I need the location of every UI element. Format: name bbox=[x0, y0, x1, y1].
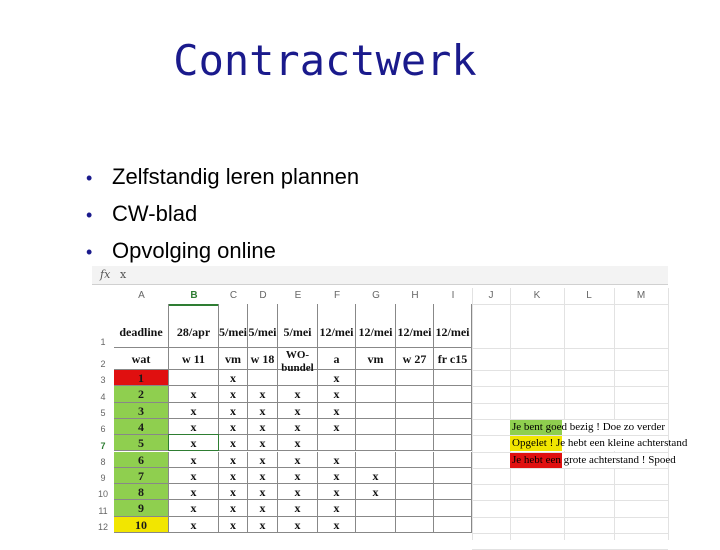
table-cell: x bbox=[318, 386, 356, 402]
row-header: 11 bbox=[98, 505, 108, 516]
column-header[interactable]: D bbox=[259, 290, 267, 301]
table-header-cell: WO-bundel bbox=[278, 348, 318, 370]
table-cell bbox=[318, 435, 356, 451]
table-cell bbox=[356, 452, 396, 468]
table-cell: x bbox=[248, 484, 278, 500]
row-header: 2 bbox=[100, 359, 106, 369]
table-cell bbox=[356, 517, 396, 533]
table-cell: x bbox=[248, 452, 278, 468]
grid-line-vertical bbox=[472, 288, 473, 540]
grid-line-horizontal bbox=[472, 500, 668, 501]
table-header-cell: 28/apr bbox=[169, 304, 219, 348]
table-header-cell: 5/mei bbox=[219, 304, 248, 348]
row-header: 1 bbox=[100, 337, 106, 347]
table-cell: 8 bbox=[114, 484, 169, 500]
bullet-text: Opvolging online bbox=[112, 238, 276, 263]
table-cell: x bbox=[219, 452, 248, 468]
table-cell bbox=[356, 435, 396, 451]
table-cell: x bbox=[219, 386, 248, 402]
table-header-cell: vm bbox=[219, 348, 248, 370]
table-cell: x bbox=[278, 403, 318, 419]
table-cell: x bbox=[318, 500, 356, 516]
table-cell: x bbox=[318, 517, 356, 533]
table-cell bbox=[356, 419, 396, 435]
function-icon: fx bbox=[100, 268, 111, 281]
table-header-cell: vm bbox=[356, 348, 396, 370]
table-cell: x bbox=[219, 517, 248, 533]
table-cell: 7 bbox=[114, 468, 169, 484]
table-header-cell: fr c15 bbox=[434, 348, 472, 370]
bullet-text: CW-blad bbox=[112, 201, 198, 226]
table-cell bbox=[278, 370, 318, 386]
table-header-cell: 12/mei bbox=[434, 304, 472, 348]
formula-value: x bbox=[120, 268, 127, 281]
grid-line-vertical bbox=[564, 288, 565, 540]
table-cell: x bbox=[219, 403, 248, 419]
table-cell bbox=[356, 386, 396, 402]
spreadsheet-screenshot bbox=[92, 266, 688, 540]
table-cell: x bbox=[219, 468, 248, 484]
table-cell: x bbox=[169, 386, 219, 402]
table-cell: x bbox=[318, 452, 356, 468]
row-header: 7 bbox=[100, 440, 106, 451]
column-header[interactable]: I bbox=[451, 290, 455, 301]
status-message: Je bent goed bezig ! Doe zo verder bbox=[510, 420, 668, 435]
row-header: 5 bbox=[100, 407, 106, 418]
table-cell bbox=[434, 452, 472, 468]
grid-line-horizontal bbox=[472, 386, 668, 387]
table-cell bbox=[356, 500, 396, 516]
bullet-dot-icon: • bbox=[86, 205, 93, 225]
table-cell bbox=[434, 386, 472, 402]
table-header-cell: w 11 bbox=[169, 348, 219, 370]
active-cell-highlight bbox=[168, 434, 219, 451]
table-cell bbox=[356, 403, 396, 419]
table-cell: x bbox=[248, 419, 278, 435]
table-cell bbox=[396, 386, 434, 402]
column-header[interactable]: C bbox=[229, 290, 238, 301]
table-cell: 6 bbox=[114, 452, 169, 468]
row-header: 9 bbox=[100, 473, 106, 484]
table-cell bbox=[434, 484, 472, 500]
table-cell: x bbox=[248, 435, 278, 451]
grid-line-horizontal bbox=[472, 304, 668, 305]
table-cell: x bbox=[278, 386, 318, 402]
table-cell bbox=[396, 419, 434, 435]
table-cell bbox=[248, 370, 278, 386]
table-cell: x bbox=[278, 500, 318, 516]
table-cell bbox=[434, 419, 472, 435]
table-header-cell: 5/mei bbox=[278, 304, 318, 348]
row-header: 10 bbox=[97, 489, 108, 500]
table-cell: x bbox=[356, 484, 396, 500]
table-cell: x bbox=[219, 419, 248, 435]
table-cell: x bbox=[278, 419, 318, 435]
table-cell: x bbox=[169, 468, 219, 484]
row-header: 6 bbox=[100, 424, 106, 435]
table-cell: x bbox=[169, 403, 219, 419]
table-cell: x bbox=[219, 500, 248, 516]
table-cell: x bbox=[278, 435, 318, 451]
table-cell bbox=[434, 370, 472, 386]
column-header[interactable]: G bbox=[372, 290, 380, 301]
table-cell bbox=[396, 403, 434, 419]
table-header-cell: 12/mei bbox=[396, 304, 434, 348]
table-cell bbox=[434, 403, 472, 419]
row-header: 4 bbox=[100, 391, 106, 402]
table-cell bbox=[396, 370, 434, 386]
table-cell: x bbox=[318, 484, 356, 500]
table-cell: x bbox=[248, 403, 278, 419]
table-cell: 10 bbox=[114, 517, 169, 533]
status-message: Je hebt een grote achterstand ! Spoed bbox=[512, 453, 676, 466]
table-cell: x bbox=[169, 517, 219, 533]
table-cell bbox=[434, 468, 472, 484]
bullet-dot-icon: • bbox=[86, 168, 93, 188]
row-header: 3 bbox=[100, 375, 106, 386]
table-header-cell: w 18 bbox=[248, 348, 278, 370]
table-cell bbox=[434, 517, 472, 533]
table-cell: x bbox=[169, 419, 219, 435]
table-header-cell: deadline bbox=[114, 304, 169, 348]
table-cell bbox=[434, 435, 472, 451]
table-cell: 5 bbox=[114, 435, 169, 451]
table-header-cell: wat bbox=[114, 348, 169, 370]
row-header: 8 bbox=[100, 456, 106, 467]
column-header[interactable]: H bbox=[411, 290, 419, 301]
table-cell: x bbox=[169, 452, 219, 468]
column-header[interactable]: B bbox=[169, 288, 219, 306]
table-cell: 4 bbox=[114, 419, 169, 435]
table-cell: 9 bbox=[114, 500, 169, 516]
column-header[interactable]: F bbox=[333, 290, 341, 301]
table-header-cell: w 27 bbox=[396, 348, 434, 370]
table-cell bbox=[169, 370, 219, 386]
table-cell: x bbox=[169, 435, 219, 451]
column-header[interactable]: L bbox=[586, 290, 592, 301]
grid-line-horizontal bbox=[472, 517, 668, 518]
table-cell: x bbox=[278, 484, 318, 500]
formula-bar bbox=[92, 266, 668, 285]
grid-line-vertical bbox=[614, 288, 615, 540]
table-header-cell: 12/mei bbox=[356, 304, 396, 348]
table-cell: x bbox=[219, 484, 248, 500]
table-cell: x bbox=[169, 500, 219, 516]
bullet-list bbox=[86, 158, 359, 269]
table-cell: x bbox=[248, 500, 278, 516]
table-cell bbox=[434, 500, 472, 516]
column-header[interactable]: M bbox=[636, 290, 646, 301]
table-cell: x bbox=[219, 370, 248, 386]
table-cell: x bbox=[248, 386, 278, 402]
table-cell bbox=[396, 517, 434, 533]
column-header[interactable]: K bbox=[533, 290, 541, 301]
table-cell: x bbox=[248, 517, 278, 533]
table-cell: x bbox=[278, 452, 318, 468]
grid-line-horizontal bbox=[472, 370, 668, 371]
grid-line-vertical bbox=[510, 288, 511, 540]
bullet-dot-icon: • bbox=[86, 242, 93, 262]
grid-line-horizontal bbox=[472, 348, 668, 349]
grid-line-horizontal bbox=[472, 533, 668, 534]
table-header-cell: 5/mei bbox=[248, 304, 278, 348]
table-cell: x bbox=[318, 419, 356, 435]
table-cell: 2 bbox=[114, 386, 169, 402]
grid-line-horizontal bbox=[472, 468, 668, 469]
table-cell: 3 bbox=[114, 403, 169, 419]
status-message: Opgelet ! Je hebt een kleine achterstand bbox=[512, 437, 688, 450]
table-cell: x bbox=[318, 468, 356, 484]
grid-line-horizontal bbox=[472, 403, 668, 404]
table-cell bbox=[396, 435, 434, 451]
table-cell: x bbox=[278, 517, 318, 533]
table-cell: x bbox=[356, 468, 396, 484]
row-header: 12 bbox=[97, 522, 108, 532]
grid-line-horizontal bbox=[472, 484, 668, 485]
column-header[interactable]: J bbox=[488, 290, 494, 301]
table-cell: x bbox=[318, 370, 356, 386]
bullet-item bbox=[86, 158, 359, 195]
bullet-item bbox=[86, 195, 359, 232]
table-cell bbox=[396, 500, 434, 516]
column-header[interactable]: E bbox=[294, 290, 302, 301]
bullet-item bbox=[86, 232, 359, 269]
table-cell: x bbox=[318, 403, 356, 419]
table-cell: x bbox=[219, 435, 248, 451]
grid-line-vertical bbox=[668, 288, 669, 540]
table-cell: x bbox=[169, 484, 219, 500]
table-cell: x bbox=[248, 468, 278, 484]
bullet-text: Zelfstandig leren plannen bbox=[112, 164, 360, 189]
column-header[interactable]: A bbox=[138, 290, 145, 301]
table-cell bbox=[396, 468, 434, 484]
slide-title: Contractwerk bbox=[173, 36, 477, 85]
table-header-cell: 12/mei bbox=[318, 304, 356, 348]
table-cell bbox=[396, 452, 434, 468]
table-cell: 1 bbox=[114, 370, 169, 386]
table-cell: x bbox=[278, 468, 318, 484]
table-cell bbox=[356, 370, 396, 386]
table-cell bbox=[396, 484, 434, 500]
table-header-cell: a bbox=[318, 348, 356, 370]
